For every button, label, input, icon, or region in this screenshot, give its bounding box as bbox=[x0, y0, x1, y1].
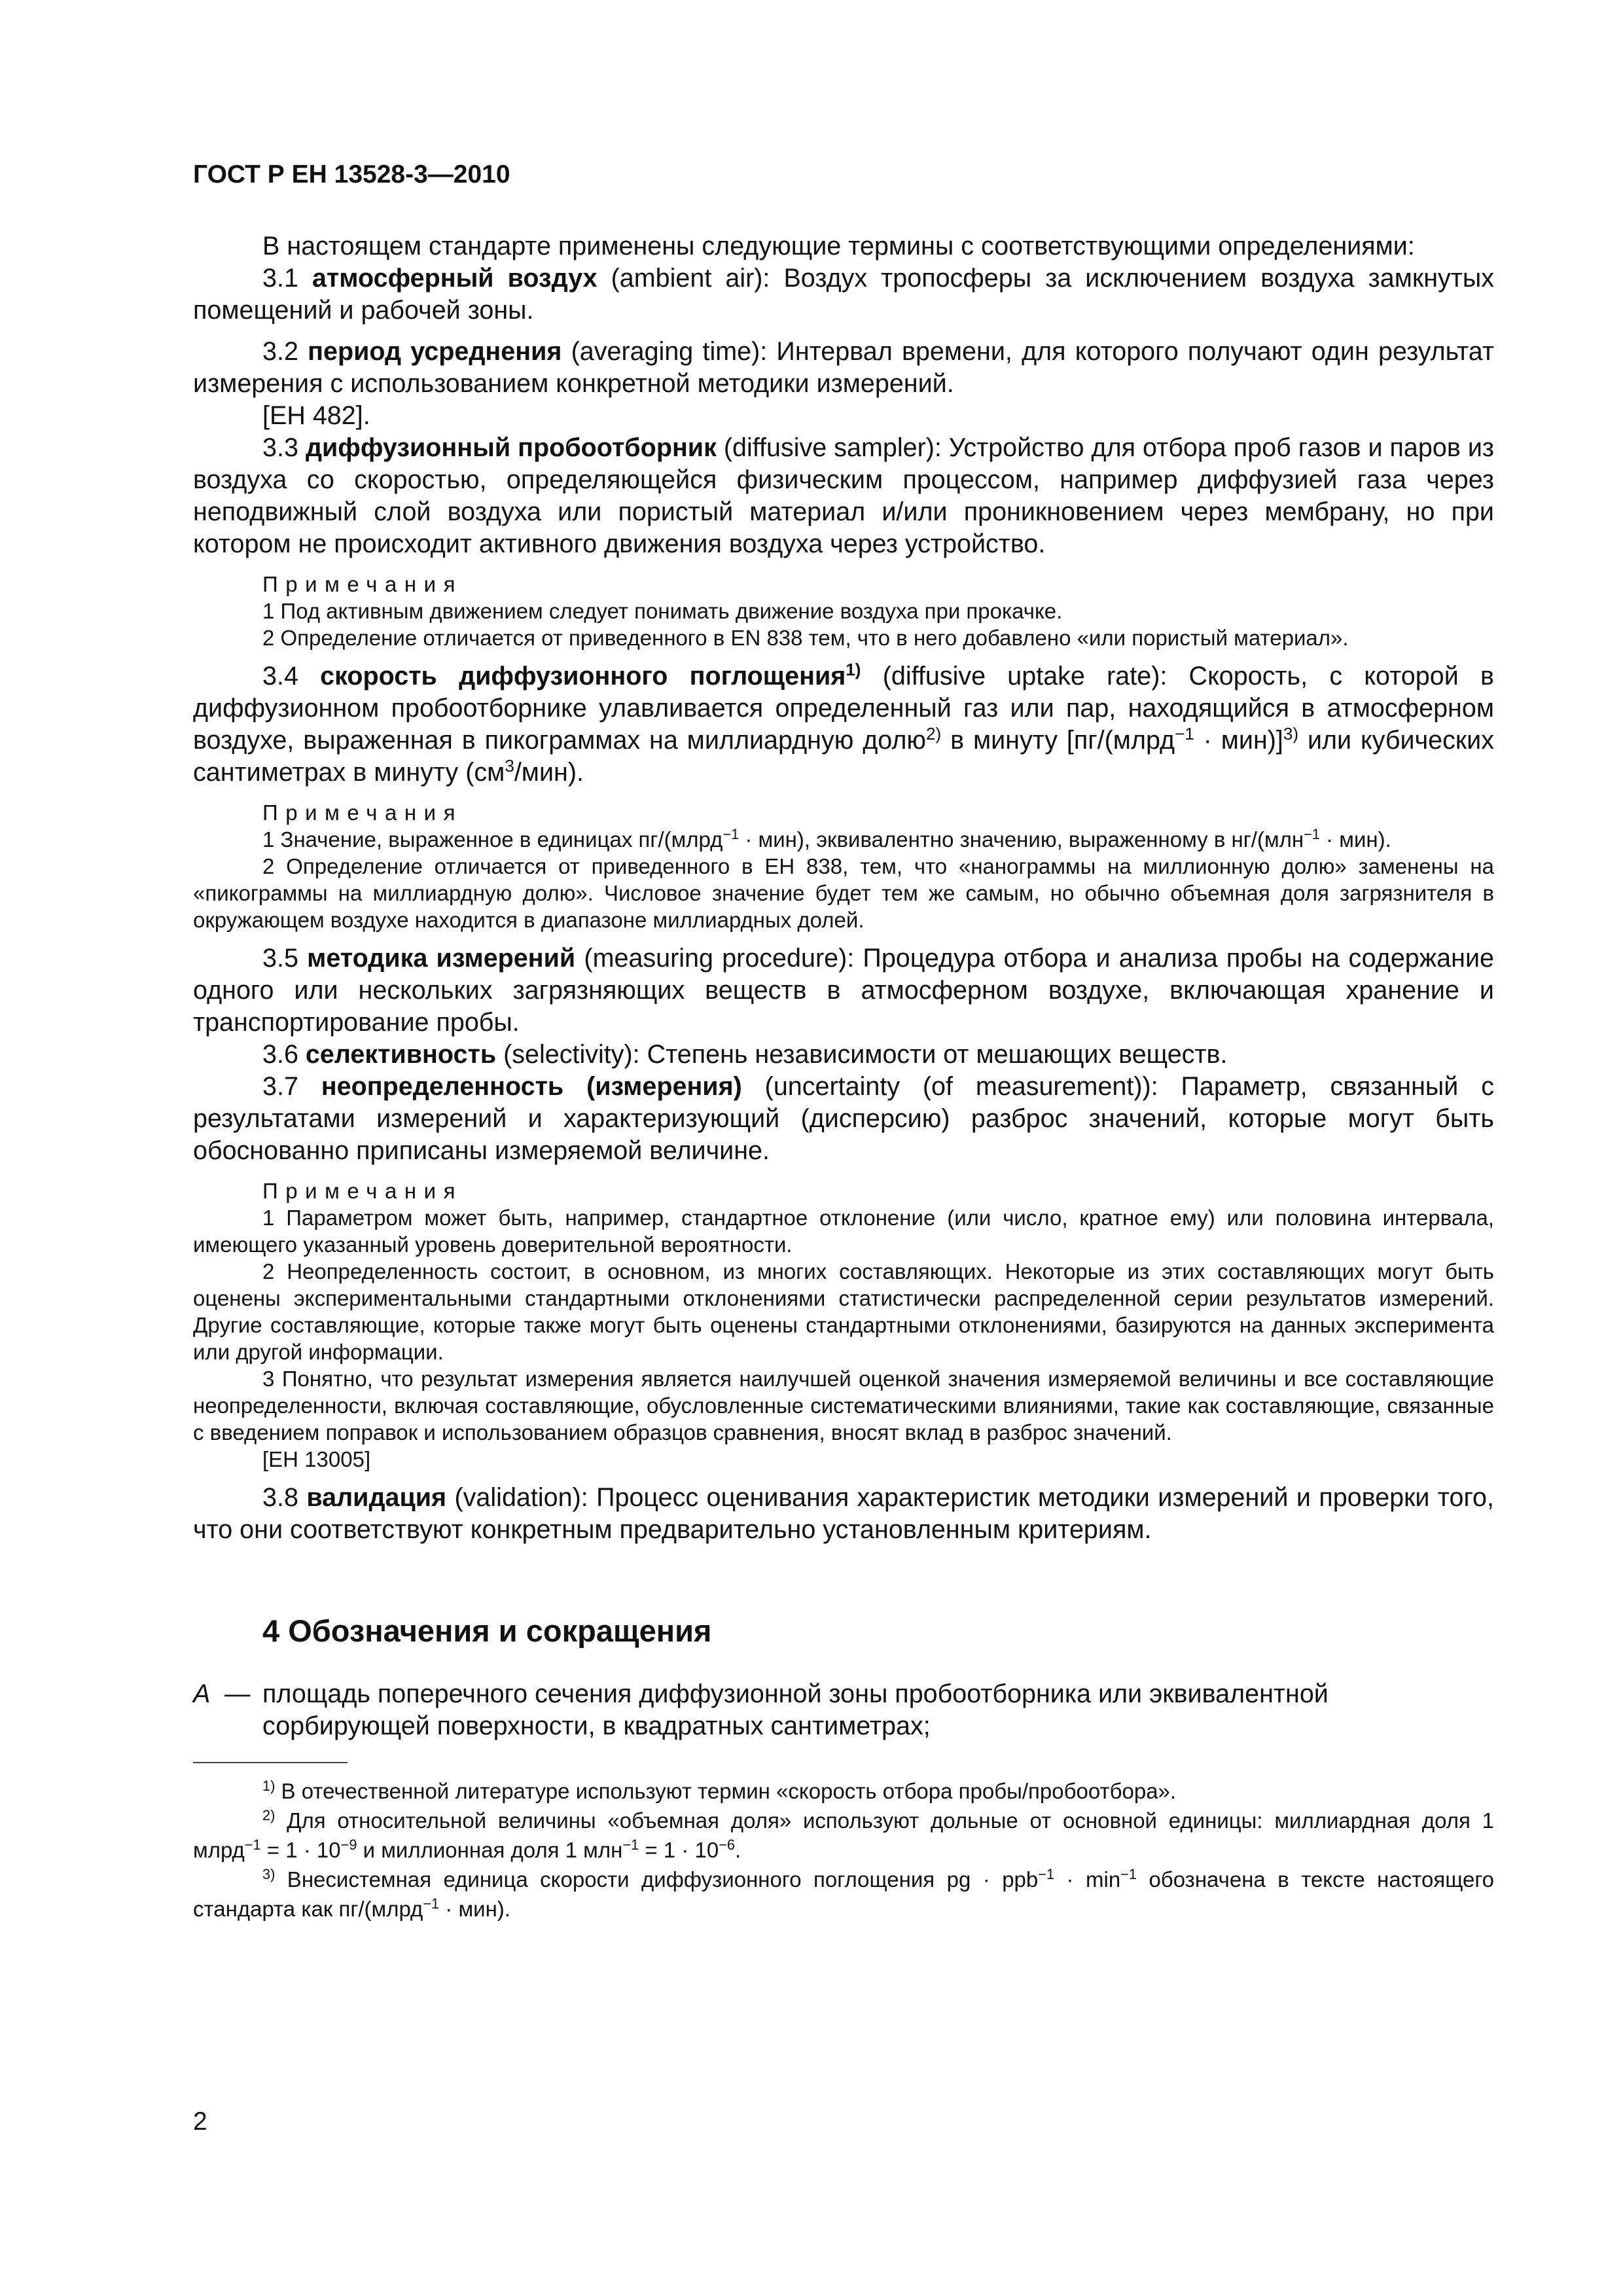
term-3-1 bbox=[193, 262, 1494, 327]
term-3-8 bbox=[193, 1482, 1494, 1546]
note-reference: [ЕН 13005] bbox=[262, 1447, 371, 1471]
symbol-description: площадь поперечного сечения диффузионной зоны пробоотборника или эквивалентной сорбирующей поверхности, в квадратных сантиметрах; bbox=[262, 1679, 1329, 1740]
exponent: −1 bbox=[1038, 1866, 1055, 1882]
footnote-3: $^{3)}$ Внесистемная единица скорости диффузионного поглощения pg · $ppb^{-1} \cdot \min^{-1}$ обозначена в тексте настоящего стандарта как пг/(млрд$^{-1}$ · мин). bbox=[193, 1866, 1495, 1921]
exponent: −9 bbox=[340, 1837, 357, 1853]
intro-paragraph: В настоящем стандарте применены следующие термины с соответствующими определениями: bbox=[262, 232, 1415, 260]
document-header: ГОСТ Р ЕН 13528-3—2010 bbox=[193, 160, 510, 188]
notes-heading: Примечания bbox=[262, 800, 463, 825]
term-number: 3.2 bbox=[262, 337, 298, 366]
term-3-5 bbox=[193, 942, 1494, 1039]
term-definition: (diffusive sampler): Устройство для отбора проб газов и паров из воздуха со скоростью, определяющейся физическим процессом, например диффузией газа через неподвижный слой воздуха или пористый материал и/или проникновением через мембрану, но при котором не происходит активного движения воздуха через устройство. bbox=[193, 433, 1495, 558]
term-number: 3.7 bbox=[262, 1072, 298, 1101]
term-number: 3.5 bbox=[262, 944, 298, 973]
exponent: −1 bbox=[722, 826, 740, 842]
footnote-ref: 1) bbox=[846, 659, 861, 679]
term-3-4: 3.4 скорость диффузионного поглощения$^{1)}$ (diffusive uptake rate): Скорость, с которой в диффузионном пробоотборнике улавливается определенный газ или пар, находящийся в атмосферном воздухе, выраженная в пикограммах на миллиардную долю$^{2)}$ в минуту [пг/(млрд$^{-1}$ · мин)]$^{3)}$ или кубических сантиметрах в минуту $(см^3/мин)$. bbox=[193, 659, 1494, 787]
note-item: 1 Параметром может быть, например, стандартное отклонение (или число, кратное ему) или половина интервала, имеющего указанный уровень доверительной вероятности. bbox=[193, 1206, 1494, 1257]
footnote-mark: 1) bbox=[262, 1778, 276, 1794]
footnote-mark: 3) bbox=[262, 1866, 276, 1882]
exponent: −1 bbox=[1120, 1866, 1137, 1882]
term-name: валидация bbox=[306, 1483, 447, 1512]
term-number: 3.4 bbox=[262, 662, 298, 691]
term-number: 3.3 bbox=[262, 433, 298, 462]
term-name: атмосферный воздух bbox=[312, 264, 597, 293]
note-item: 2 Неопределенность состоит, в основном, из многих составляющих. Некоторые из этих составляющих могут быть оценены экспериментальными стандартными отклонениями статистически распределенной серии результатов измерений. Другие составляющие, которые также могут быть оценены стандартными отклонениями, базируются на данных эксперимента или другой информации. bbox=[193, 1259, 1494, 1364]
note-item: 1 Значение, выраженное в единицах пг/(млрд$^{-1}$ · мин), эквивалентно значению, выраженному в нг/(млн$^{-1}$ · мин). bbox=[262, 826, 1391, 852]
exponent: −1 bbox=[622, 1837, 639, 1853]
em-dash: — bbox=[224, 1679, 251, 1708]
footnote-separator bbox=[193, 1762, 348, 1763]
term-3-7 bbox=[193, 1071, 1494, 1167]
term-number: 3.8 bbox=[262, 1483, 298, 1512]
note-item: 1 Под активным движением следует понимать движение воздуха при прокачке. bbox=[262, 599, 1063, 623]
page-number: 2 bbox=[193, 2108, 207, 2136]
footnote-mark: 2) bbox=[262, 1807, 276, 1823]
term-name: диффузионный пробоотборник bbox=[305, 433, 717, 462]
note-item: 2 Определение отличается от приведенного в ЕН 838, тем, что «нанограммы на миллионную долю» заменены на «пикограммы на миллиардную долю». Числовое значение будет тем же самым, но обычно объемная доля загрязнителя в окружающем воздухе находится в диапазоне миллиардных долей. bbox=[193, 854, 1494, 932]
exponent: −1 bbox=[1175, 723, 1194, 744]
term-name: скорость диффузионного поглощения$^{1)}$ bbox=[320, 659, 861, 691]
term-name: период усреднения bbox=[308, 337, 562, 366]
term-definition: (averaging time): Интервал времени, для которого получают один результат измерения с использованием конкретной методики измерений. bbox=[193, 337, 1494, 398]
term-3-2-reference: [ЕН 482]. bbox=[262, 401, 370, 430]
term-definition: (validation): Процесс оценивания характеристик методики измерений и проверки того, что они соответствуют конкретным предварительно установленным критериям. bbox=[193, 1483, 1494, 1544]
exponent: −1 bbox=[244, 1837, 261, 1853]
exponent: −1 bbox=[423, 1895, 440, 1912]
term-3-3 bbox=[193, 432, 1494, 560]
symbol: A bbox=[193, 1679, 211, 1708]
section-heading: 4 Обозначения и сокращения bbox=[262, 1613, 712, 1648]
term-name: селективность bbox=[305, 1040, 497, 1069]
term-3-6 bbox=[193, 1039, 1494, 1071]
exponent: −1 bbox=[1304, 826, 1320, 842]
footnote-ref: 2) bbox=[926, 723, 942, 744]
term-definition: (measuring procedure): Процедура отбора и анализа пробы на содержание одного или нескольких загрязняющих веществ в атмосферном воздухе, включающая хранение и транспортирование пробы. bbox=[193, 944, 1494, 1037]
main-content bbox=[193, 230, 1494, 1924]
term-definition: (selectivity): Степень независимости от мешающих веществ. bbox=[496, 1040, 1228, 1069]
term-definition: (ambient air): Воздух тропосферы за исключением воздуха замкнутых помещений и рабочей зоны. bbox=[193, 264, 1494, 325]
footnote-2: $^{2)}$ Для относительной величины «объемная доля» используют дольные от основной единицы: миллиардная доля 1 млрд$^{-1}$ = $1 \cdot 10^{-9}$ и миллионная доля 1 $млн^{-1} = 1 \cdot 10^{-6}$. bbox=[193, 1807, 1494, 1862]
notes-heading: Примечания bbox=[262, 1179, 463, 1203]
symbol-definition bbox=[193, 1678, 1494, 1742]
term-3-2 bbox=[193, 336, 1494, 400]
term-number: 3.1 bbox=[262, 264, 298, 293]
term-name: неопределенность (измерения) bbox=[321, 1072, 742, 1101]
notes-heading: Примечания bbox=[262, 572, 463, 596]
note-item: 2 Определение отличается от приведенного в EN 838 тем, что в него добавлено «или пористый материал». bbox=[262, 626, 1349, 650]
term-number: 3.6 bbox=[262, 1040, 298, 1069]
exponent: −6 bbox=[719, 1837, 736, 1853]
note-item: 3 Понятно, что результат измерения является наилучшей оценкой значения измеряемой величины и все составляющие неопределенности, включая составляющие, обусловленные систематическими влияниями, такие как составляющие, связанные с введением поправок и использованием образцов сравнения, вносят вклад в разброс значений. bbox=[193, 1367, 1494, 1444]
footnote-1: $^{1)}$ В отечественной литературе используют термин «скорость отбора пробы/пробоотбора». bbox=[262, 1778, 1177, 1803]
term-definition: (uncertainty (of measurement)): Параметр, связанный с результатами измерений и характеризующий (дисперсию) разброс значений, которые могут быть обоснованно приписаны измеряемой величине. bbox=[193, 1072, 1494, 1165]
term-name: методика измерений bbox=[307, 944, 576, 973]
footnote-ref: 3) bbox=[1283, 723, 1299, 744]
exponent: 3 bbox=[505, 755, 514, 776]
